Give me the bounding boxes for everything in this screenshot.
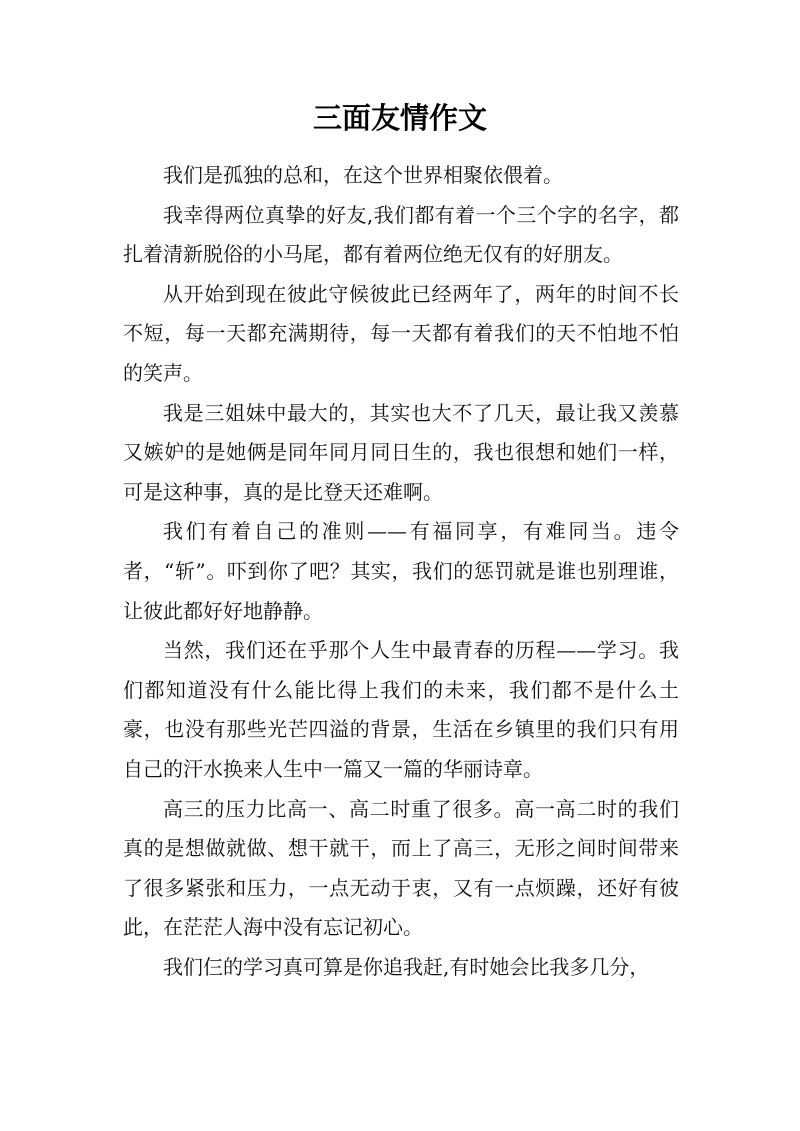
document-title: 三面友情作文: [312, 101, 487, 135]
paragraph: 我幸得两位真挚的好友,我们都有着一个三个字的名字，都扎着清新脱俗的小马尾，都有着两位绝无仅有的好朋友。: [123, 202, 679, 267]
paragraph: 当然，我们还在乎那个人生中最青春的历程——学习。我们都知道没有什么能比得上我们的未来，我们都不是什么土豪，也没有那些光芒四溢的背景，生活在乡镇里的我们只有用自己的汗水换来人生中一篇又一篇的华丽诗章。: [123, 638, 679, 781]
paragraph: 我们是孤独的总和，在这个世界相聚依偎着。: [163, 163, 563, 187]
paragraph: 高三的压力比高一、高二时重了很多。高一高二时的我们真的是想做就做、想干就干，而上了高三，无形之间时间带来了很多紧张和压力，一点无动于衷，又有一点烦躁，还好有彼此，在茫茫人海中没有忘记初心。: [123, 796, 679, 940]
document-body: [123, 156, 679, 987]
paragraph: 我们仨的学习真可算是你追我赶,有时她会比我多几分，: [163, 954, 650, 979]
paragraph: 我是三姐妹中最大的，其实也大不了几天，最让我又羡慕又嫉妒的是她俩是同年同月同日生的，我也很想和她们一样，可是这种事，真的是比登天还难啊。: [123, 400, 679, 504]
paragraph: 从开始到现在彼此守候彼此已经两年了，两年的时间不长不短，每一天都充满期待，每一天都有着我们的天不怕地不怕的笑声。: [123, 281, 679, 385]
paragraph: 我们有着自己的准则——有福同享，有难同当。违令者，“斩”。吓到你了吧？其实，我们的惩罚就是谁也别理谁，让彼此都好好地静静。: [123, 519, 679, 623]
